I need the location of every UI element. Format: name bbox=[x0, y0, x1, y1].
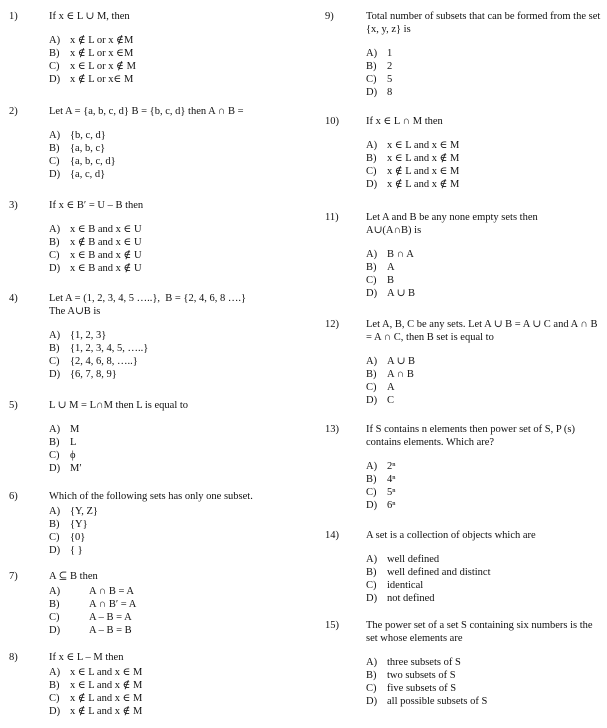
answer-option bbox=[366, 669, 605, 682]
question-number: 4) bbox=[9, 293, 18, 304]
option-label: B) bbox=[366, 369, 377, 380]
answer-option bbox=[366, 499, 605, 512]
option-text: 8 bbox=[387, 87, 393, 98]
option-text: not defined bbox=[387, 593, 435, 604]
answer-option bbox=[366, 656, 605, 669]
answer-option bbox=[49, 223, 302, 236]
stem-spacer bbox=[366, 237, 605, 248]
question-number: 1) bbox=[9, 11, 18, 22]
option-text: x ∉ L and x ∉ M bbox=[70, 706, 143, 717]
option-label: B) bbox=[49, 143, 60, 154]
option-text: x ∈ L and x ∈ M bbox=[387, 140, 460, 151]
question-number: 12) bbox=[325, 319, 339, 330]
answer-option bbox=[49, 368, 302, 381]
option-label: D) bbox=[366, 395, 378, 406]
option-label: A) bbox=[366, 461, 378, 472]
answer-option bbox=[366, 47, 605, 60]
question-body bbox=[366, 423, 605, 512]
option-text: well defined bbox=[387, 554, 440, 565]
option-label: B) bbox=[49, 437, 60, 448]
option-text: 2ⁿ bbox=[387, 461, 396, 472]
option-label: A) bbox=[366, 249, 378, 260]
option-label: D) bbox=[49, 463, 61, 474]
stem-spacer bbox=[49, 318, 302, 329]
option-text: A ∩ B′ = A bbox=[89, 599, 137, 610]
question-number: 11) bbox=[325, 212, 339, 223]
question-number: 8) bbox=[9, 652, 18, 663]
answer-option bbox=[366, 553, 605, 566]
question-body bbox=[366, 318, 605, 407]
option-label: C) bbox=[49, 612, 60, 623]
question-body bbox=[49, 490, 302, 557]
option-label: D) bbox=[366, 500, 378, 511]
stem-spacer bbox=[49, 212, 302, 223]
answer-option bbox=[49, 142, 302, 155]
option-text: x ∈ L and x ∈ M bbox=[70, 667, 143, 678]
answer-option bbox=[366, 473, 605, 486]
question-stem: If S contains n elements then power set of S, P (s) contains elements. Which are? bbox=[366, 424, 578, 448]
answer-option bbox=[49, 462, 302, 475]
option-label: C) bbox=[49, 693, 60, 704]
question-body bbox=[366, 115, 605, 191]
answer-option bbox=[366, 368, 605, 381]
option-text: five subsets of S bbox=[387, 683, 457, 694]
option-text: x ∉ L and x ∈ M bbox=[70, 693, 143, 704]
question-body bbox=[366, 211, 605, 300]
option-label: C) bbox=[366, 382, 377, 393]
option-text: B ∩ A bbox=[387, 249, 414, 260]
option-text: all possible subsets of S bbox=[387, 696, 488, 707]
answer-option bbox=[49, 262, 302, 275]
option-text: C bbox=[387, 395, 395, 406]
answer-option bbox=[366, 60, 605, 73]
question-number: 3) bbox=[9, 200, 18, 211]
answer-option bbox=[49, 355, 302, 368]
option-label: B) bbox=[49, 48, 60, 59]
option-text: identical bbox=[387, 580, 424, 591]
stem-spacer bbox=[49, 412, 302, 423]
option-label: B) bbox=[49, 237, 60, 248]
question-stem: If x ∈ L ∩ M then bbox=[366, 116, 443, 127]
answer-option bbox=[366, 178, 605, 191]
stem-spacer bbox=[366, 645, 605, 656]
answer-option bbox=[49, 505, 302, 518]
option-text: {0} bbox=[70, 532, 86, 543]
option-text: x ∈ B and x ∉ U bbox=[70, 250, 142, 261]
option-text: A – B = B bbox=[89, 625, 132, 636]
option-label: A) bbox=[49, 330, 61, 341]
question-body bbox=[49, 292, 302, 381]
option-label: A) bbox=[49, 506, 61, 517]
answer-option bbox=[49, 624, 302, 637]
answer-option bbox=[366, 86, 605, 99]
option-text: M bbox=[70, 424, 80, 435]
option-label: B) bbox=[366, 262, 377, 273]
option-text: well defined and distinct bbox=[387, 567, 491, 578]
answer-option bbox=[366, 486, 605, 499]
question-stem: Which of the following sets has only one subset. bbox=[49, 491, 253, 502]
option-label: B) bbox=[366, 567, 377, 578]
answer-option bbox=[49, 531, 302, 544]
option-label: A) bbox=[49, 224, 61, 235]
option-text: A – B = A bbox=[89, 612, 132, 623]
stem-spacer bbox=[366, 449, 605, 460]
answer-option bbox=[366, 592, 605, 605]
option-text: three subsets of S bbox=[387, 657, 461, 668]
option-label: D) bbox=[49, 369, 61, 380]
option-label: C) bbox=[49, 532, 60, 543]
answer-option bbox=[49, 544, 302, 557]
option-text: {2, 4, 6, 8, …..} bbox=[70, 356, 138, 367]
question-number: 6) bbox=[9, 491, 18, 502]
question-stem: If x ∈ L ∪ M, then bbox=[49, 11, 130, 22]
answer-option bbox=[49, 342, 302, 355]
option-label: B) bbox=[366, 61, 377, 72]
question-number: 2) bbox=[9, 106, 18, 117]
stem-spacer bbox=[366, 128, 605, 139]
question-body bbox=[49, 105, 302, 181]
question-number: 10) bbox=[325, 116, 339, 127]
option-text: A bbox=[387, 262, 395, 273]
option-label: D) bbox=[49, 625, 61, 636]
option-label: D) bbox=[366, 288, 378, 299]
question-body bbox=[49, 651, 302, 718]
question-stem: If x ∈ L – M then bbox=[49, 652, 124, 663]
question-number: 13) bbox=[325, 424, 339, 435]
option-text: {1, 2, 3, 4, 5, …..} bbox=[70, 343, 149, 354]
option-label: A) bbox=[366, 657, 378, 668]
stem-spacer bbox=[49, 118, 302, 129]
option-label: A) bbox=[49, 424, 61, 435]
answer-option bbox=[49, 423, 302, 436]
option-label: C) bbox=[366, 74, 377, 85]
option-text: {a, b, c, d} bbox=[70, 156, 116, 167]
option-text: x ∈ L and x ∉ M bbox=[387, 153, 460, 164]
question-stem: If x ∈ B′ = U – B then bbox=[49, 200, 144, 211]
stem-spacer bbox=[366, 344, 605, 355]
question-stem: A ⊆ B then bbox=[49, 571, 98, 582]
stem-spacer bbox=[366, 36, 605, 47]
option-label: C) bbox=[49, 61, 60, 72]
question-number: 14) bbox=[325, 530, 339, 541]
option-label: A) bbox=[49, 35, 61, 46]
option-text: A bbox=[387, 382, 395, 393]
option-label: C) bbox=[366, 166, 377, 177]
option-label: D) bbox=[366, 179, 378, 190]
option-text: 4ⁿ bbox=[387, 474, 396, 485]
answer-option bbox=[49, 518, 302, 531]
answer-option bbox=[49, 168, 302, 181]
answer-option bbox=[366, 381, 605, 394]
option-text: two subsets of S bbox=[387, 670, 456, 681]
answer-option bbox=[49, 73, 302, 86]
option-text: L bbox=[70, 437, 77, 448]
option-label: B) bbox=[366, 474, 377, 485]
question-body bbox=[366, 529, 605, 605]
option-text: 5 bbox=[387, 74, 393, 85]
question-body bbox=[366, 619, 605, 708]
answer-option bbox=[49, 329, 302, 342]
option-label: B) bbox=[49, 343, 60, 354]
question-stem: Let A, B, C be any sets. Let A ∪ B = A ∪ C and A ∩ B = A ∩ C, then B set is equal to bbox=[366, 319, 601, 343]
option-label: C) bbox=[366, 580, 377, 591]
question-number: 9) bbox=[325, 11, 334, 22]
option-label: C) bbox=[49, 450, 60, 461]
option-label: D) bbox=[366, 696, 378, 707]
option-text: x ∉ L or x ∈M bbox=[70, 48, 134, 59]
question-stem: A set is a collection of objects which are bbox=[366, 530, 536, 541]
answer-option bbox=[49, 585, 302, 598]
answer-option bbox=[49, 249, 302, 262]
option-label: A) bbox=[366, 554, 378, 565]
option-text: {Y, Z} bbox=[70, 506, 98, 517]
option-text: A ∪ B bbox=[387, 356, 416, 367]
answer-option bbox=[366, 152, 605, 165]
question-stem: Let A and B be any none empty sets then A∪(A∩B) is bbox=[366, 212, 538, 236]
option-text: x ∈ L or x ∉ M bbox=[70, 61, 136, 72]
answer-option bbox=[366, 566, 605, 579]
answer-option bbox=[366, 261, 605, 274]
option-text: A ∩ B = A bbox=[89, 586, 135, 597]
answer-option bbox=[49, 705, 302, 718]
answer-option bbox=[49, 236, 302, 249]
option-text: {a, c, d} bbox=[70, 169, 106, 180]
option-text: 2 bbox=[387, 61, 393, 72]
answer-option bbox=[49, 598, 302, 611]
answer-option bbox=[49, 47, 302, 60]
option-label: D) bbox=[49, 74, 61, 85]
answer-option bbox=[366, 682, 605, 695]
question-stem: Total number of subsets that can be formed from the set {x, y, z} is bbox=[366, 11, 603, 35]
option-text: ϕ bbox=[70, 450, 76, 461]
option-label: C) bbox=[49, 156, 60, 167]
answer-option bbox=[366, 139, 605, 152]
option-label: B) bbox=[366, 670, 377, 681]
answer-option bbox=[366, 287, 605, 300]
answer-option bbox=[49, 129, 302, 142]
question-stem: The power set of a set S containing six numbers is the set whose elements are bbox=[366, 620, 596, 644]
answer-option bbox=[49, 34, 302, 47]
answer-option bbox=[366, 355, 605, 368]
option-text: x ∉ B and x ∈ U bbox=[70, 237, 142, 248]
answer-option bbox=[366, 274, 605, 287]
option-label: A) bbox=[49, 667, 61, 678]
option-text: {b, c, d} bbox=[70, 130, 106, 141]
option-text: A ∪ B bbox=[387, 288, 416, 299]
answer-option bbox=[49, 60, 302, 73]
option-label: C) bbox=[366, 487, 377, 498]
stem-spacer bbox=[366, 542, 605, 553]
option-text: x ∉ L and x ∉ M bbox=[387, 179, 460, 190]
option-label: A) bbox=[49, 130, 61, 141]
answer-option bbox=[366, 579, 605, 592]
option-text: {a, b, c} bbox=[70, 143, 106, 154]
option-label: C) bbox=[366, 275, 377, 286]
question-stem: L ∪ M = L∩M then L is equal to bbox=[49, 400, 189, 411]
option-text: {Y} bbox=[70, 519, 88, 530]
question-number: 7) bbox=[9, 571, 18, 582]
answer-option bbox=[49, 666, 302, 679]
option-label: B) bbox=[49, 680, 60, 691]
option-text: x ∈ L and x ∉ M bbox=[70, 680, 143, 691]
answer-option bbox=[366, 394, 605, 407]
option-text: {1, 2, 3} bbox=[70, 330, 107, 341]
option-text: 6ⁿ bbox=[387, 500, 396, 511]
answer-option bbox=[49, 692, 302, 705]
option-label: B) bbox=[49, 519, 60, 530]
option-text: M′ bbox=[70, 463, 82, 474]
question-number: 5) bbox=[9, 400, 18, 411]
option-label: A) bbox=[366, 356, 378, 367]
option-text: x ∉ L or x∈ M bbox=[70, 74, 134, 85]
option-label: D) bbox=[49, 263, 61, 274]
option-label: B) bbox=[366, 153, 377, 164]
option-text: {6, 7, 8, 9} bbox=[70, 369, 117, 380]
option-label: D) bbox=[366, 87, 378, 98]
answer-option bbox=[366, 165, 605, 178]
option-label: D) bbox=[366, 593, 378, 604]
answer-option bbox=[366, 695, 605, 708]
question-body bbox=[49, 570, 302, 637]
question-stem: Let A = {a, b, c, d} B = {b, c, d} then A ∩ B = bbox=[49, 106, 244, 117]
stem-spacer bbox=[49, 23, 302, 34]
answer-option bbox=[49, 436, 302, 449]
question-number: 15) bbox=[325, 620, 339, 631]
answer-option bbox=[366, 73, 605, 86]
option-label: A) bbox=[366, 48, 378, 59]
option-label: A) bbox=[366, 140, 378, 151]
option-label: C) bbox=[49, 250, 60, 261]
option-label: D) bbox=[49, 169, 61, 180]
answer-option bbox=[49, 155, 302, 168]
option-label: D) bbox=[49, 706, 61, 717]
option-text: 1 bbox=[387, 48, 393, 59]
question-body bbox=[49, 399, 302, 475]
option-text: x ∈ B and x ∉ U bbox=[70, 263, 142, 274]
question-body bbox=[49, 199, 302, 275]
option-label: B) bbox=[49, 599, 60, 610]
answer-option bbox=[366, 248, 605, 261]
option-label: C) bbox=[49, 356, 60, 367]
answer-option bbox=[49, 679, 302, 692]
option-text: 5ⁿ bbox=[387, 487, 396, 498]
option-label: C) bbox=[366, 683, 377, 694]
question-body bbox=[49, 10, 302, 86]
question-stem: Let A = (1, 2, 3, 4, 5 …..}, B = {2, 4, 6, 8 ….} The A∪B is bbox=[49, 293, 247, 317]
answer-option bbox=[49, 449, 302, 462]
option-text: x ∉ L or x ∉M bbox=[70, 35, 134, 46]
option-label: D) bbox=[49, 545, 61, 556]
option-text: A ∩ B bbox=[387, 369, 414, 380]
answer-option bbox=[49, 611, 302, 624]
option-text: B bbox=[387, 275, 395, 286]
option-text: x ∉ L and x ∈ M bbox=[387, 166, 460, 177]
option-label: A) bbox=[49, 586, 61, 597]
question-body bbox=[366, 10, 605, 99]
option-text: { } bbox=[70, 545, 83, 556]
option-text: x ∈ B and x ∈ U bbox=[70, 224, 142, 235]
answer-option bbox=[366, 460, 605, 473]
